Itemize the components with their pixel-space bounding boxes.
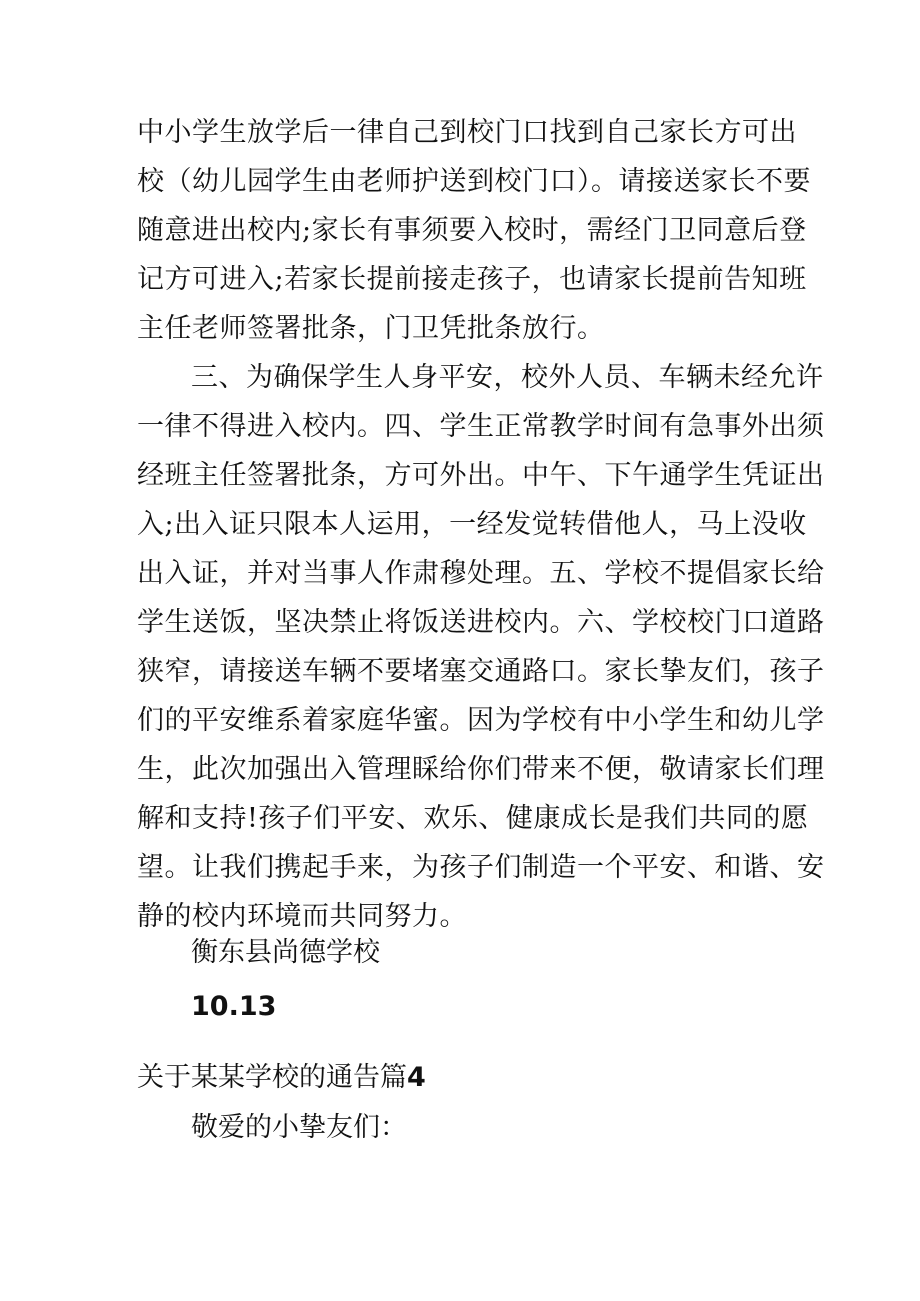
- body-line-8: 经班主任签署批条，方可外出。中午、下午通学生凭证出: [137, 460, 825, 491]
- body-line-13: 们的平安维系着家庭华蜜。因为学校有中小学生和幼儿学: [137, 705, 825, 736]
- body-line-3: 随意进出校内;家长有事须要入校时，需经门卫同意后登: [137, 215, 807, 246]
- notice-body: [137, 108, 825, 941]
- body-line-14: 生，此次加强出入管理睬给你们带来不便，敬请家长们理: [137, 754, 825, 785]
- body-line-5: 主任老师签署批条，门卫凭批条放行。: [137, 313, 605, 344]
- body-line-16: 望。让我们携起手来，为孩子们制造一个平安、和谐、安: [137, 852, 825, 883]
- body-line-6: 三、为确保学生人身平安，校外人员、车辆未经允许: [191, 362, 824, 393]
- section-heading: [137, 1058, 426, 1098]
- section-heading-text: 关于某某学校的通告篇: [137, 1062, 407, 1093]
- signature-date: 10.13: [191, 991, 277, 1022]
- signature-organization: 衡东县尚德学校: [191, 937, 380, 968]
- body-line-1: 中小学生放学后一律自己到校门口找到自己家长方可出: [137, 117, 797, 148]
- body-line-4: 记方可进入;若家长提前接走孩子，也请家长提前告知班: [137, 264, 807, 295]
- body-line-10: 出入证，并对当事人作肃穆处理。五、学校不提倡家长给: [137, 558, 825, 589]
- greeting-line: 敬爱的小挚友们：: [191, 1112, 407, 1143]
- section-heading-number: 4: [407, 1062, 426, 1093]
- body-line-12: 狭窄，请接送车辆不要堵塞交通路口。家长挚友们，孩子: [137, 656, 825, 687]
- body-line-11: 学生送饭，坚决禁止将饭送进校内。六、学校校门口道路: [137, 607, 825, 638]
- body-line-9: 入;出入证只限本人运用，一经发觉转借他人，马上没收: [137, 509, 807, 540]
- body-line-17: 静的校内环境而共同努力。: [137, 901, 467, 932]
- body-line-2: 校（幼儿园学生由老师护送到校门口）。请接送家长不要: [137, 166, 811, 197]
- body-line-15: 解和支持!孩子们平安、欢乐、健康成长是我们共同的愿: [137, 803, 809, 834]
- body-line-7: 一律不得进入校内。四、学生正常教学时间有急事外出须: [137, 411, 825, 442]
